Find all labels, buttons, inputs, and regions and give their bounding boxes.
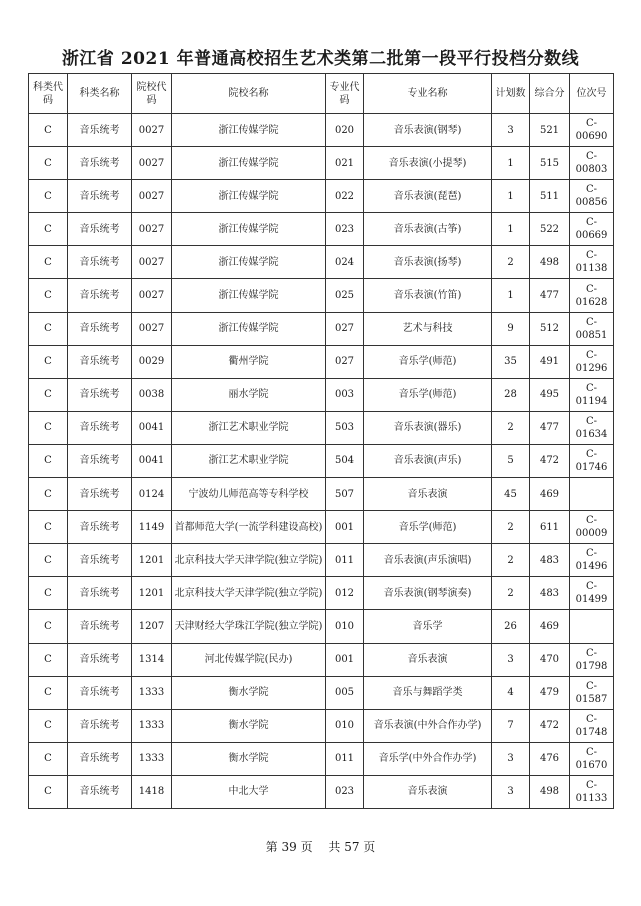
cell-major-name: 音乐表演(声乐) — [364, 444, 492, 477]
cell-rank-number: C-00803 — [570, 147, 614, 180]
cell-plan-count: 3 — [492, 775, 530, 808]
cell-category-name: 音乐统考 — [68, 378, 132, 411]
cell-rank-number — [570, 478, 614, 511]
cell-major-name: 音乐表演(器乐) — [364, 411, 492, 444]
column-header-school-name: 院校名称 — [172, 74, 326, 114]
cell-category-code: C — [29, 147, 68, 180]
cell-school-name: 浙江传媒学院 — [172, 180, 326, 213]
table-row — [29, 312, 614, 345]
cell-rank-number: C-01499 — [570, 577, 614, 610]
cell-total-score: 522 — [530, 213, 570, 246]
cell-total-score: 470 — [530, 643, 570, 676]
table-header-row — [29, 74, 614, 114]
cell-major-name: 音乐学 — [364, 610, 492, 643]
table-row — [29, 544, 614, 577]
cell-rank-number: C-01746 — [570, 444, 614, 477]
cell-major-code: 011 — [326, 544, 364, 577]
cell-rank-number: C-01587 — [570, 676, 614, 709]
table-row — [29, 444, 614, 477]
cell-school-name: 浙江艺术职业学院 — [172, 411, 326, 444]
cell-rank-number: C-00690 — [570, 114, 614, 147]
cell-major-code: 021 — [326, 147, 364, 180]
cell-total-score: 476 — [530, 742, 570, 775]
cell-category-name: 音乐统考 — [68, 643, 132, 676]
cell-school-name: 宁波幼儿师范高等专科学校 — [172, 478, 326, 511]
cell-school-name: 中北大学 — [172, 775, 326, 808]
cell-school-code: 0038 — [132, 378, 172, 411]
cell-school-code: 0027 — [132, 180, 172, 213]
column-header-plan-count: 计划数 — [492, 74, 530, 114]
cell-plan-count: 1 — [492, 213, 530, 246]
cell-school-code: 1333 — [132, 742, 172, 775]
cell-total-score: 491 — [530, 345, 570, 378]
cell-category-name: 音乐统考 — [68, 709, 132, 742]
cell-rank-number: C-01748 — [570, 709, 614, 742]
cell-school-code: 0041 — [132, 411, 172, 444]
cell-category-name: 音乐统考 — [68, 345, 132, 378]
cell-major-code: 027 — [326, 345, 364, 378]
table-row — [29, 709, 614, 742]
cell-major-name: 音乐与舞蹈学类 — [364, 676, 492, 709]
table-row — [29, 114, 614, 147]
cell-total-score: 495 — [530, 378, 570, 411]
table-row — [29, 676, 614, 709]
cell-school-code: 0027 — [132, 147, 172, 180]
cell-category-code: C — [29, 511, 68, 544]
cell-rank-number: C-00009 — [570, 511, 614, 544]
cell-major-code: 001 — [326, 643, 364, 676]
cell-total-score: 469 — [530, 478, 570, 511]
cell-major-code: 005 — [326, 676, 364, 709]
cell-school-name: 浙江传媒学院 — [172, 147, 326, 180]
cell-major-name: 音乐表演(钢琴演奏) — [364, 577, 492, 610]
cell-major-name: 音乐表演(扬琴) — [364, 246, 492, 279]
cell-total-score: 472 — [530, 709, 570, 742]
table-row — [29, 610, 614, 643]
cell-plan-count: 4 — [492, 676, 530, 709]
cell-total-score: 483 — [530, 577, 570, 610]
cell-rank-number: C-01496 — [570, 544, 614, 577]
cell-major-code: 003 — [326, 378, 364, 411]
cell-major-name: 音乐表演(中外合作办学) — [364, 709, 492, 742]
cell-school-code: 1149 — [132, 511, 172, 544]
cell-major-name: 音乐学(师范) — [364, 345, 492, 378]
cell-school-name: 衡水学院 — [172, 742, 326, 775]
cell-major-code: 011 — [326, 742, 364, 775]
cell-plan-count: 2 — [492, 511, 530, 544]
cell-school-name: 浙江传媒学院 — [172, 312, 326, 345]
cell-major-name: 艺术与科技 — [364, 312, 492, 345]
table-row — [29, 511, 614, 544]
cell-category-name: 音乐统考 — [68, 544, 132, 577]
cell-category-code: C — [29, 246, 68, 279]
cell-school-code: 0027 — [132, 312, 172, 345]
cell-major-code: 010 — [326, 709, 364, 742]
cell-category-code: C — [29, 544, 68, 577]
cell-category-code: C — [29, 775, 68, 808]
cell-category-code: C — [29, 676, 68, 709]
table-row — [29, 378, 614, 411]
cell-category-name: 音乐统考 — [68, 742, 132, 775]
cell-major-code: 012 — [326, 577, 364, 610]
cell-plan-count: 2 — [492, 246, 530, 279]
cell-rank-number: C-00669 — [570, 213, 614, 246]
cell-total-score: 472 — [530, 444, 570, 477]
cell-category-code: C — [29, 114, 68, 147]
cell-category-name: 音乐统考 — [68, 444, 132, 477]
table-row — [29, 246, 614, 279]
cell-plan-count: 1 — [492, 147, 530, 180]
cell-category-code: C — [29, 478, 68, 511]
cell-category-name: 音乐统考 — [68, 213, 132, 246]
table-row — [29, 147, 614, 180]
cell-rank-number: C-01296 — [570, 345, 614, 378]
cell-category-name: 音乐统考 — [68, 114, 132, 147]
cell-rank-number: C-01670 — [570, 742, 614, 775]
cell-plan-count: 3 — [492, 742, 530, 775]
column-header-major-name: 专业名称 — [364, 74, 492, 114]
cell-major-code: 507 — [326, 478, 364, 511]
cell-category-name: 音乐统考 — [68, 312, 132, 345]
cell-major-code: 010 — [326, 610, 364, 643]
cell-category-code: C — [29, 213, 68, 246]
cell-plan-count: 3 — [492, 643, 530, 676]
table-row — [29, 643, 614, 676]
cell-school-code: 1207 — [132, 610, 172, 643]
cell-school-name: 北京科技大学天津学院(独立学院) — [172, 544, 326, 577]
cell-plan-count: 5 — [492, 444, 530, 477]
cell-school-code: 0027 — [132, 279, 172, 312]
cell-category-name: 音乐统考 — [68, 279, 132, 312]
cell-category-name: 音乐统考 — [68, 478, 132, 511]
cell-category-code: C — [29, 742, 68, 775]
cell-major-name: 音乐表演 — [364, 478, 492, 511]
cell-category-code: C — [29, 411, 68, 444]
page-footer — [0, 838, 641, 855]
cell-category-name: 音乐统考 — [68, 577, 132, 610]
cell-category-code: C — [29, 180, 68, 213]
cell-school-name: 首都师范大学(一流学科建设高校) — [172, 511, 326, 544]
cell-major-name: 音乐学(师范) — [364, 378, 492, 411]
cell-school-code: 1333 — [132, 676, 172, 709]
cell-total-score: 611 — [530, 511, 570, 544]
cell-major-code: 027 — [326, 312, 364, 345]
cell-major-name: 音乐学(师范) — [364, 511, 492, 544]
cell-school-name: 衡水学院 — [172, 709, 326, 742]
cell-category-code: C — [29, 577, 68, 610]
column-header-category-name: 科类名称 — [68, 74, 132, 114]
cell-school-code: 1201 — [132, 577, 172, 610]
cell-school-code: 0027 — [132, 213, 172, 246]
cell-major-code: 023 — [326, 213, 364, 246]
page-title: 浙江省 2021 年普通高校招生艺术类第二批第一段平行投档分数线 — [61, 49, 580, 69]
column-header-category-code: 科类代码 — [29, 74, 68, 114]
cell-plan-count: 2 — [492, 577, 530, 610]
cell-school-name: 浙江传媒学院 — [172, 114, 326, 147]
cell-major-name: 音乐表演(小提琴) — [364, 147, 492, 180]
cell-category-code: C — [29, 345, 68, 378]
cell-rank-number: C-00856 — [570, 180, 614, 213]
cell-total-score: 479 — [530, 676, 570, 709]
cell-major-name: 音乐表演 — [364, 775, 492, 808]
cell-major-code: 504 — [326, 444, 364, 477]
cell-total-score: 498 — [530, 775, 570, 808]
cell-category-code: C — [29, 312, 68, 345]
table-row — [29, 577, 614, 610]
column-header-major-code: 专业代码 — [326, 74, 364, 114]
score-table-container — [28, 73, 613, 809]
cell-plan-count: 7 — [492, 709, 530, 742]
cell-plan-count: 26 — [492, 610, 530, 643]
cell-category-name: 音乐统考 — [68, 610, 132, 643]
cell-plan-count: 1 — [492, 180, 530, 213]
cell-school-code: 1333 — [132, 709, 172, 742]
cell-plan-count: 35 — [492, 345, 530, 378]
cell-plan-count: 3 — [492, 114, 530, 147]
cell-school-name: 浙江传媒学院 — [172, 213, 326, 246]
cell-school-name: 衡水学院 — [172, 676, 326, 709]
cell-school-code: 1201 — [132, 544, 172, 577]
cell-category-code: C — [29, 709, 68, 742]
cell-plan-count: 2 — [492, 544, 530, 577]
cell-plan-count: 9 — [492, 312, 530, 345]
cell-major-code: 024 — [326, 246, 364, 279]
cell-total-score: 498 — [530, 246, 570, 279]
cell-major-name: 音乐表演(竹笛) — [364, 279, 492, 312]
cell-major-name: 音乐表演(琵琶) — [364, 180, 492, 213]
column-header-rank-number: 位次号 — [570, 74, 614, 114]
cell-plan-count: 2 — [492, 411, 530, 444]
column-header-school-code: 院校代码 — [132, 74, 172, 114]
cell-major-name: 音乐表演(钢琴) — [364, 114, 492, 147]
cell-major-code: 023 — [326, 775, 364, 808]
cell-total-score: 511 — [530, 180, 570, 213]
cell-major-name: 音乐表演 — [364, 643, 492, 676]
cell-category-name: 音乐统考 — [68, 411, 132, 444]
cell-total-score: 512 — [530, 312, 570, 345]
cell-major-code: 503 — [326, 411, 364, 444]
cell-plan-count: 1 — [492, 279, 530, 312]
table-row — [29, 478, 614, 511]
cell-rank-number: C-01138 — [570, 246, 614, 279]
cell-rank-number: C-01133 — [570, 775, 614, 808]
cell-rank-number: C-01194 — [570, 378, 614, 411]
cell-category-code: C — [29, 444, 68, 477]
cell-plan-count: 28 — [492, 378, 530, 411]
cell-major-name: 音乐学(中外合作办学) — [364, 742, 492, 775]
score-table — [28, 73, 614, 809]
page-total: 共 57 页 — [328, 840, 376, 854]
cell-category-code: C — [29, 643, 68, 676]
cell-major-code: 022 — [326, 180, 364, 213]
table-row — [29, 775, 614, 808]
cell-category-name: 音乐统考 — [68, 676, 132, 709]
cell-major-code: 020 — [326, 114, 364, 147]
cell-major-code: 025 — [326, 279, 364, 312]
cell-plan-count: 45 — [492, 478, 530, 511]
cell-school-code: 0027 — [132, 246, 172, 279]
cell-school-code: 1314 — [132, 643, 172, 676]
cell-major-code: 001 — [326, 511, 364, 544]
cell-total-score: 469 — [530, 610, 570, 643]
cell-school-name: 丽水学院 — [172, 378, 326, 411]
table-body — [29, 114, 614, 809]
cell-category-name: 音乐统考 — [68, 511, 132, 544]
cell-category-code: C — [29, 610, 68, 643]
column-header-total-score: 综合分 — [530, 74, 570, 114]
cell-school-name: 河北传媒学院(民办) — [172, 643, 326, 676]
cell-rank-number: C-00851 — [570, 312, 614, 345]
cell-major-name: 音乐表演(古筝) — [364, 213, 492, 246]
cell-rank-number — [570, 610, 614, 643]
cell-school-name: 北京科技大学天津学院(独立学院) — [172, 577, 326, 610]
table-row — [29, 180, 614, 213]
cell-school-name: 天津财经大学珠江学院(独立学院) — [172, 610, 326, 643]
cell-school-name: 浙江传媒学院 — [172, 246, 326, 279]
cell-school-code: 0124 — [132, 478, 172, 511]
table-row — [29, 279, 614, 312]
cell-school-code: 0029 — [132, 345, 172, 378]
cell-total-score: 515 — [530, 147, 570, 180]
table-row — [29, 345, 614, 378]
cell-total-score: 477 — [530, 411, 570, 444]
table-row — [29, 213, 614, 246]
cell-rank-number: C-01798 — [570, 643, 614, 676]
cell-total-score: 477 — [530, 279, 570, 312]
cell-school-name: 浙江艺术职业学院 — [172, 444, 326, 477]
cell-total-score: 521 — [530, 114, 570, 147]
cell-major-name: 音乐表演(声乐演唱) — [364, 544, 492, 577]
cell-school-code: 0041 — [132, 444, 172, 477]
cell-school-code: 1418 — [132, 775, 172, 808]
cell-category-name: 音乐统考 — [68, 147, 132, 180]
cell-category-name: 音乐统考 — [68, 246, 132, 279]
cell-category-name: 音乐统考 — [68, 775, 132, 808]
cell-total-score: 483 — [530, 544, 570, 577]
cell-category-code: C — [29, 378, 68, 411]
page-number: 第 39 页 — [265, 840, 313, 854]
cell-school-name: 浙江传媒学院 — [172, 279, 326, 312]
table-row — [29, 742, 614, 775]
cell-school-name: 衢州学院 — [172, 345, 326, 378]
cell-school-code: 0027 — [132, 114, 172, 147]
table-row — [29, 411, 614, 444]
cell-category-code: C — [29, 279, 68, 312]
cell-rank-number: C-01628 — [570, 279, 614, 312]
cell-rank-number: C-01634 — [570, 411, 614, 444]
cell-category-name: 音乐统考 — [68, 180, 132, 213]
